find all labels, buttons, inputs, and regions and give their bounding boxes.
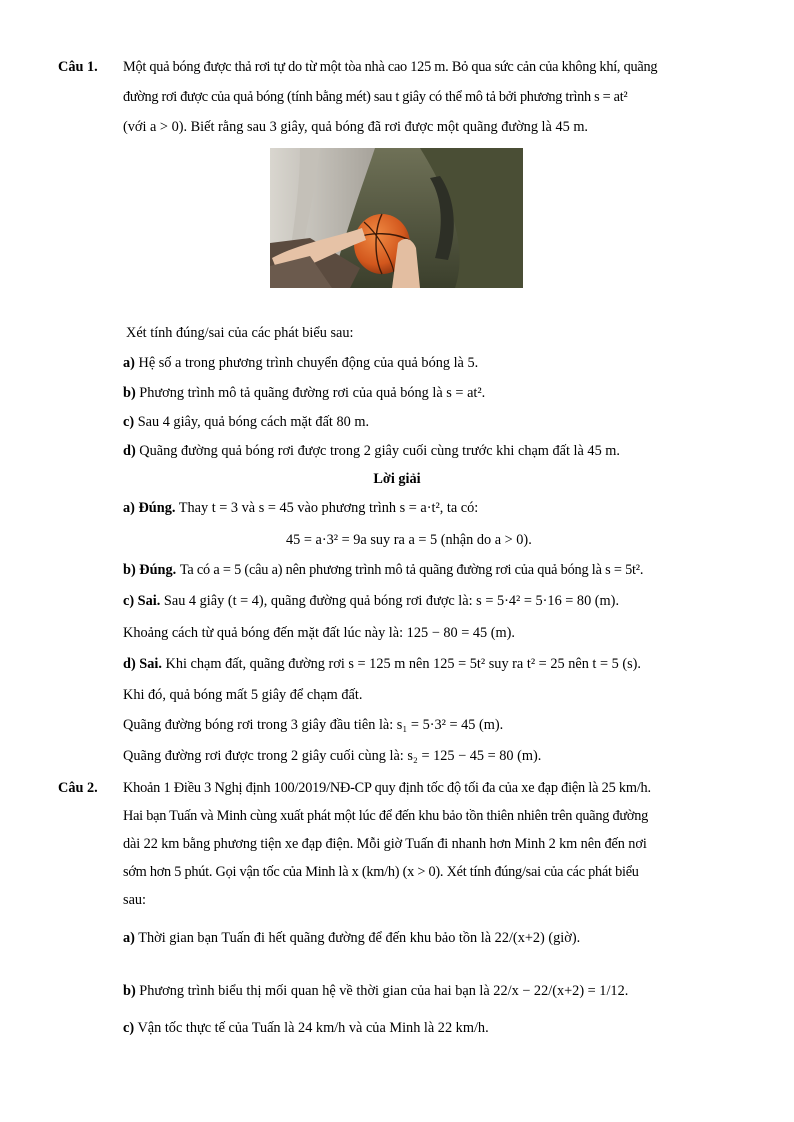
q1-option-c xyxy=(123,414,369,431)
question-2-intro-line-2 xyxy=(123,808,648,825)
solution-c xyxy=(123,593,619,610)
solution-c-lead: c) Sai. xyxy=(123,593,161,609)
solution-d-last-2s-text: Quãng đường rơi được trong 2 giây cuối cùng là: s₂ = 125 − 45 = 80 (m). xyxy=(123,748,542,764)
q1-intro-text-2: đường rơi được của quả bóng (tính bằng mét) sau t giây có thể mô tả bởi phương trình s = at² xyxy=(123,89,628,105)
q2-intro-text-2: Hai bạn Tuấn và Minh cùng xuất phát một lúc để đến khu bảo tồn thiên nhiên trên quãng đường xyxy=(123,808,649,824)
q2-intro-text-1: Khoản 1 Điều 3 Nghị định 100/2019/NĐ-CP quy định tốc độ tối đa của xe đạp điện là 25 km/h. xyxy=(123,780,651,796)
q1-intro-text-1: Một quả bóng được thả rơi tự do từ một tòa nhà cao 125 m. Bỏ qua sức cản của không khí, quãng xyxy=(123,59,658,75)
q2-option-c xyxy=(123,1020,489,1037)
q1-intro-text-3: (với a > 0). Biết rằng sau 3 giây, quả bóng đã rơi được một quãng đường là 45 m. xyxy=(123,119,589,135)
solution-b-text: Ta có a = 5 (câu a) nên phương trình mô tả quãng đường rơi của quả bóng là s = 5t². xyxy=(179,562,644,578)
solution-a-lead: a) Đúng. xyxy=(123,500,176,516)
solution-d xyxy=(123,656,641,673)
q2-option-a xyxy=(123,930,580,947)
question-2-intro-line-3 xyxy=(123,836,647,853)
q2-intro-text-5: sau: xyxy=(123,892,147,908)
q2-option-b xyxy=(123,983,628,1000)
solution-d-first-3s-text: Quãng đường bóng rơi trong 3 giây đầu tiên là: s₁ = 5·3² = 45 (m). xyxy=(123,717,504,733)
q2-option-a-text: Thời gian bạn Tuấn đi hết quãng đường để đến khu bảo tồn là 22/(x+2) (giờ). xyxy=(138,930,581,946)
solution-d-lead: d) Sai. xyxy=(123,656,162,672)
solution-d-text: Khi chạm đất, quãng đường rơi s = 125 m nên 125 = 5t² suy ra t² = 25 nên t = 5 (s). xyxy=(165,656,641,672)
q1-option-c-key: c) xyxy=(123,414,135,430)
question-1-intro-line-1 xyxy=(123,59,657,76)
solution-a-equation-text: 45 = a·3² = 9a suy ra a = 5 (nhận do a > 0). xyxy=(286,532,532,548)
q2-option-b-text: Phương trình biểu thị mối quan hệ về thời gian của hai bạn là 22/x − 22/(x+2) = 1/12. xyxy=(139,983,629,999)
q1-option-a-text: Hệ số a trong phương trình chuyển động của quả bóng là 5. xyxy=(138,355,479,371)
q1-option-a-key: a) xyxy=(123,355,135,371)
solution-d-time xyxy=(123,687,362,704)
solution-d-time-text: Khi đó, quả bóng mất 5 giây để chạm đất. xyxy=(123,687,363,703)
solution-a-text: Thay t = 3 và s = 45 vào phương trình s = a·t², ta có: xyxy=(178,500,479,516)
solution-b xyxy=(123,562,643,579)
q1-option-a xyxy=(123,355,478,372)
solution-a-equation xyxy=(286,532,532,549)
question-1-label: Câu 1. xyxy=(58,59,98,75)
q1-option-d-text: Quãng đường quả bóng rơi được trong 2 giây cuối cùng trước khi chạm đất là 45 m. xyxy=(139,443,621,459)
q1-prompt-text: Xét tính đúng/sai của các phát biểu sau: xyxy=(126,325,354,341)
question-1-intro-line-3 xyxy=(123,119,588,136)
solution-d-last-2s xyxy=(123,748,541,765)
q2-intro-text-4: sớm hơn 5 phút. Gọi vận tốc của Minh là x (km/h) (x > 0). Xét tính đúng/sai của các phát biểu xyxy=(123,864,639,880)
solution-d-first-3s xyxy=(123,717,503,734)
solution-c-distance-text: Khoảng cách từ quả bóng đến mặt đất lúc này là: 125 − 80 = 45 (m). xyxy=(123,625,515,641)
solution-c-distance xyxy=(123,625,515,642)
basketball-dam-photo xyxy=(270,148,523,288)
q1-option-d-key: d) xyxy=(123,443,136,459)
solution-title xyxy=(0,471,794,488)
q2-intro-text-3: dài 22 km bằng phương tiện xe đạp điện. Mỗi giờ Tuấn đi nhanh hơn Minh 2 km nên đến nơi xyxy=(123,836,647,852)
q1-option-d xyxy=(123,443,620,460)
solution-b-lead: b) Đúng. xyxy=(123,562,177,578)
question-2-label: Câu 2. xyxy=(58,780,98,796)
q1-option-c-text: Sau 4 giây, quả bóng cách mặt đất 80 m. xyxy=(137,414,370,430)
question-2-intro-line-4 xyxy=(123,864,639,881)
question-1-prompt xyxy=(126,325,354,342)
q2-option-c-text: Vận tốc thực tế của Tuấn là 24 km/h và của Minh là 22 km/h. xyxy=(137,1020,489,1036)
question-2-intro-line-1 xyxy=(123,780,651,797)
q1-option-b-text: Phương trình mô tả quãng đường rơi của quả bóng là s = at². xyxy=(139,385,486,401)
q1-option-b-key: b) xyxy=(123,385,136,401)
solution-c-text: Sau 4 giây (t = 4), quãng đường quả bóng rơi được là: s = 5·4² = 5·16 = 80 (m). xyxy=(163,593,620,609)
solution-a xyxy=(123,500,478,517)
q2-option-b-key: b) xyxy=(123,983,136,999)
q1-option-b xyxy=(123,385,485,402)
q2-option-a-key: a) xyxy=(123,930,135,946)
solution-title-text: Lời giải xyxy=(373,471,421,487)
question-1-intro-line-2 xyxy=(123,89,627,106)
q2-option-c-key: c) xyxy=(123,1020,135,1036)
question-2-intro-line-5 xyxy=(123,892,146,909)
